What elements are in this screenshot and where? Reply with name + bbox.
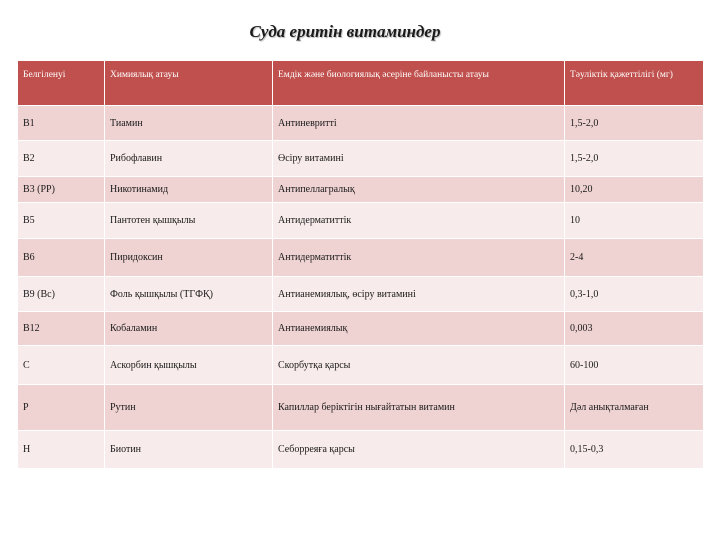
table-header-row bbox=[18, 61, 704, 106]
cell-daily-requirement: 1,5-2,0 bbox=[565, 106, 704, 141]
cell-daily-requirement: 1,5-2,0 bbox=[565, 141, 704, 177]
cell-designation: B1 bbox=[18, 106, 105, 141]
table-row bbox=[18, 141, 704, 177]
cell-chemical-name: Пантотен қышқылы bbox=[105, 203, 273, 239]
header-biological-name: Емдік және биологиялық әсеріне байланысты атауы bbox=[273, 61, 565, 106]
cell-daily-requirement: Дәл анықталмаған bbox=[565, 385, 704, 431]
cell-daily-requirement: 60-100 bbox=[565, 346, 704, 385]
cell-biological-name: Себорреяға қарсы bbox=[273, 431, 565, 469]
cell-designation: P bbox=[18, 385, 105, 431]
table-row bbox=[18, 277, 704, 312]
cell-chemical-name: Кобаламин bbox=[105, 312, 273, 346]
cell-chemical-name: Пиридоксин bbox=[105, 239, 273, 277]
cell-designation: B12 bbox=[18, 312, 105, 346]
cell-biological-name: Антиневритті bbox=[273, 106, 565, 141]
cell-biological-name: Антидерматиттік bbox=[273, 203, 565, 239]
cell-biological-name: Антипеллагралық bbox=[273, 177, 565, 203]
cell-biological-name: Антидерматиттік bbox=[273, 239, 565, 277]
cell-biological-name: Скорбутқа қарсы bbox=[273, 346, 565, 385]
cell-designation: B3 (PP) bbox=[18, 177, 105, 203]
table-row bbox=[18, 239, 704, 277]
cell-chemical-name: Никотинамид bbox=[105, 177, 273, 203]
cell-daily-requirement: 0,15-0,3 bbox=[565, 431, 704, 469]
cell-biological-name: Антианемиялық bbox=[273, 312, 565, 346]
table-row bbox=[18, 106, 704, 141]
cell-designation: B2 bbox=[18, 141, 105, 177]
cell-daily-requirement: 10 bbox=[565, 203, 704, 239]
cell-biological-name: Өсіру витамині bbox=[273, 141, 565, 177]
table-row bbox=[18, 203, 704, 239]
cell-chemical-name: Тиамин bbox=[105, 106, 273, 141]
page-title: Суда еритін витаминдер bbox=[249, 22, 441, 41]
cell-daily-requirement: 0,003 bbox=[565, 312, 704, 346]
header-designation: Белгіленуі bbox=[18, 61, 105, 106]
cell-chemical-name: Биотин bbox=[105, 431, 273, 469]
cell-daily-requirement: 0,3-1,0 bbox=[565, 277, 704, 312]
cell-designation: B9 (Bc) bbox=[18, 277, 105, 312]
cell-chemical-name: Рутин bbox=[105, 385, 273, 431]
cell-biological-name: Антианемиялық, өсіру витамині bbox=[273, 277, 565, 312]
cell-designation: B5 bbox=[18, 203, 105, 239]
table-row bbox=[18, 312, 704, 346]
header-daily-requirement: Тәуліктік қажеттілігі (мг) bbox=[565, 61, 704, 106]
cell-designation: B6 bbox=[18, 239, 105, 277]
table-row bbox=[18, 431, 704, 469]
cell-biological-name: Капиллар беріктігін нығайтатын витамин bbox=[273, 385, 565, 431]
cell-chemical-name: Рибофлавин bbox=[105, 141, 273, 177]
cell-daily-requirement: 2-4 bbox=[565, 239, 704, 277]
cell-chemical-name: Аскорбин қышқылы bbox=[105, 346, 273, 385]
cell-designation: C bbox=[18, 346, 105, 385]
vitamins-table bbox=[17, 60, 704, 469]
cell-designation: H bbox=[18, 431, 105, 469]
table-row bbox=[18, 346, 704, 385]
cell-chemical-name: Фоль қышқылы (ТГФҚ) bbox=[105, 277, 273, 312]
header-chemical-name: Химиялық атауы bbox=[105, 61, 273, 106]
table-row bbox=[18, 385, 704, 431]
table-row bbox=[18, 177, 704, 203]
cell-daily-requirement: 10,20 bbox=[565, 177, 704, 203]
